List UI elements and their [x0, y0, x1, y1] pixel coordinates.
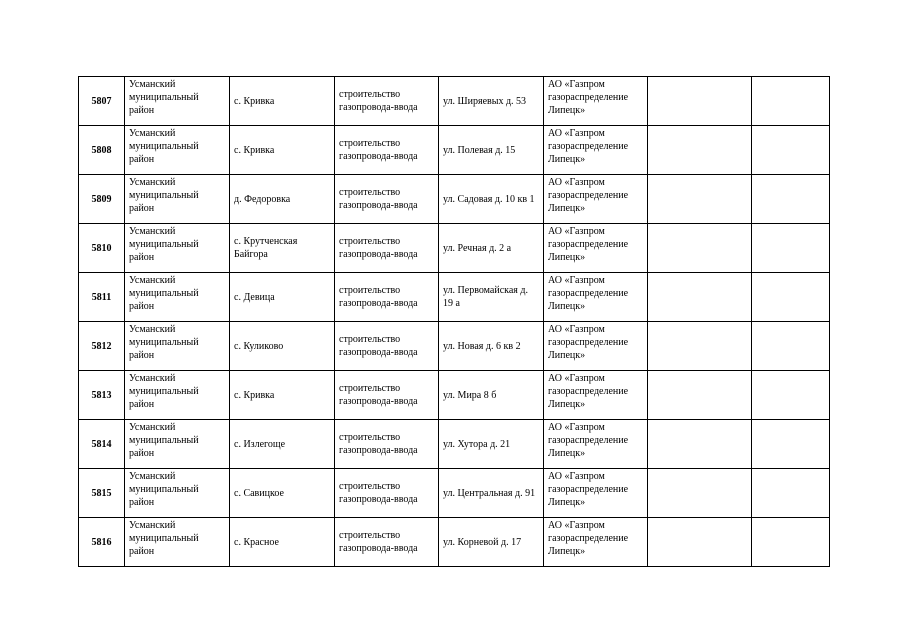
- table-body: [79, 77, 830, 567]
- municipality-cell: Усманский муниципальный район: [125, 126, 230, 175]
- empty-cell: [752, 224, 830, 273]
- table-row: [79, 518, 830, 567]
- row-number: 5809: [79, 175, 125, 224]
- locality-cell: с. Крутченская Байгора: [230, 224, 335, 273]
- row-number: 5808: [79, 126, 125, 175]
- address-cell: ул. Хутора д. 21: [439, 420, 544, 469]
- table-row: [79, 126, 830, 175]
- table-row: [79, 469, 830, 518]
- organization-cell: АО «Газпром газораспределение Липецк»: [544, 469, 648, 518]
- work-type-cell: строительство газопровода-ввода: [335, 273, 439, 322]
- work-type-cell: строительство газопровода-ввода: [335, 420, 439, 469]
- locality-cell: с. Кривка: [230, 371, 335, 420]
- row-number: 5812: [79, 322, 125, 371]
- empty-cell: [752, 126, 830, 175]
- empty-cell: [752, 518, 830, 567]
- work-type-cell: строительство газопровода-ввода: [335, 224, 439, 273]
- organization-cell: АО «Газпром газораспределение Липецк»: [544, 126, 648, 175]
- locality-cell: с. Кривка: [230, 126, 335, 175]
- empty-cell: [648, 126, 752, 175]
- empty-cell: [648, 518, 752, 567]
- empty-cell: [648, 77, 752, 126]
- locality-cell: с. Девица: [230, 273, 335, 322]
- table-row: [79, 371, 830, 420]
- row-number: 5815: [79, 469, 125, 518]
- address-cell: ул. Мира 8 б: [439, 371, 544, 420]
- empty-cell: [648, 175, 752, 224]
- work-type-cell: строительство газопровода-ввода: [335, 126, 439, 175]
- registry-table: [78, 76, 830, 567]
- organization-cell: АО «Газпром газораспределение Липецк»: [544, 224, 648, 273]
- work-type-cell: строительство газопровода-ввода: [335, 175, 439, 224]
- empty-cell: [752, 273, 830, 322]
- municipality-cell: Усманский муниципальный район: [125, 77, 230, 126]
- work-type-cell: строительство газопровода-ввода: [335, 518, 439, 567]
- address-cell: ул. Садовая д. 10 кв 1: [439, 175, 544, 224]
- locality-cell: с. Излегоще: [230, 420, 335, 469]
- table-row: [79, 273, 830, 322]
- row-number: 5811: [79, 273, 125, 322]
- address-cell: ул. Первомайская д. 19 а: [439, 273, 544, 322]
- empty-cell: [648, 420, 752, 469]
- work-type-cell: строительство газопровода-ввода: [335, 371, 439, 420]
- locality-cell: с. Красное: [230, 518, 335, 567]
- address-cell: ул. Полевая д. 15: [439, 126, 544, 175]
- organization-cell: АО «Газпром газораспределение Липецк»: [544, 371, 648, 420]
- row-number: 5810: [79, 224, 125, 273]
- table-row: [79, 322, 830, 371]
- empty-cell: [648, 273, 752, 322]
- empty-cell: [648, 224, 752, 273]
- municipality-cell: Усманский муниципальный район: [125, 273, 230, 322]
- table-row: [79, 77, 830, 126]
- locality-cell: д. Федоровка: [230, 175, 335, 224]
- empty-cell: [648, 322, 752, 371]
- organization-cell: АО «Газпром газораспределение Липецк»: [544, 175, 648, 224]
- empty-cell: [648, 469, 752, 518]
- empty-cell: [752, 322, 830, 371]
- locality-cell: с. Савицкое: [230, 469, 335, 518]
- row-number: 5816: [79, 518, 125, 567]
- row-number: 5807: [79, 77, 125, 126]
- organization-cell: АО «Газпром газораспределение Липецк»: [544, 322, 648, 371]
- organization-cell: АО «Газпром газораспределение Липецк»: [544, 273, 648, 322]
- empty-cell: [752, 371, 830, 420]
- empty-cell: [752, 175, 830, 224]
- locality-cell: с. Куликово: [230, 322, 335, 371]
- municipality-cell: Усманский муниципальный район: [125, 175, 230, 224]
- work-type-cell: строительство газопровода-ввода: [335, 77, 439, 126]
- address-cell: ул. Центральная д. 91: [439, 469, 544, 518]
- locality-cell: с. Кривка: [230, 77, 335, 126]
- work-type-cell: строительство газопровода-ввода: [335, 469, 439, 518]
- municipality-cell: Усманский муниципальный район: [125, 224, 230, 273]
- organization-cell: АО «Газпром газораспределение Липецк»: [544, 77, 648, 126]
- address-cell: ул. Корневой д. 17: [439, 518, 544, 567]
- municipality-cell: Усманский муниципальный район: [125, 518, 230, 567]
- address-cell: ул. Новая д. 6 кв 2: [439, 322, 544, 371]
- organization-cell: АО «Газпром газораспределение Липецк»: [544, 420, 648, 469]
- table-row: [79, 420, 830, 469]
- empty-cell: [648, 371, 752, 420]
- organization-cell: АО «Газпром газораспределение Липецк»: [544, 518, 648, 567]
- municipality-cell: Усманский муниципальный район: [125, 469, 230, 518]
- work-type-cell: строительство газопровода-ввода: [335, 322, 439, 371]
- empty-cell: [752, 469, 830, 518]
- row-number: 5814: [79, 420, 125, 469]
- row-number: 5813: [79, 371, 125, 420]
- address-cell: ул. Речная д. 2 а: [439, 224, 544, 273]
- table-row: [79, 224, 830, 273]
- municipality-cell: Усманский муниципальный район: [125, 322, 230, 371]
- table-row: [79, 175, 830, 224]
- address-cell: ул. Ширяевых д. 53: [439, 77, 544, 126]
- empty-cell: [752, 77, 830, 126]
- municipality-cell: Усманский муниципальный район: [125, 371, 230, 420]
- municipality-cell: Усманский муниципальный район: [125, 420, 230, 469]
- empty-cell: [752, 420, 830, 469]
